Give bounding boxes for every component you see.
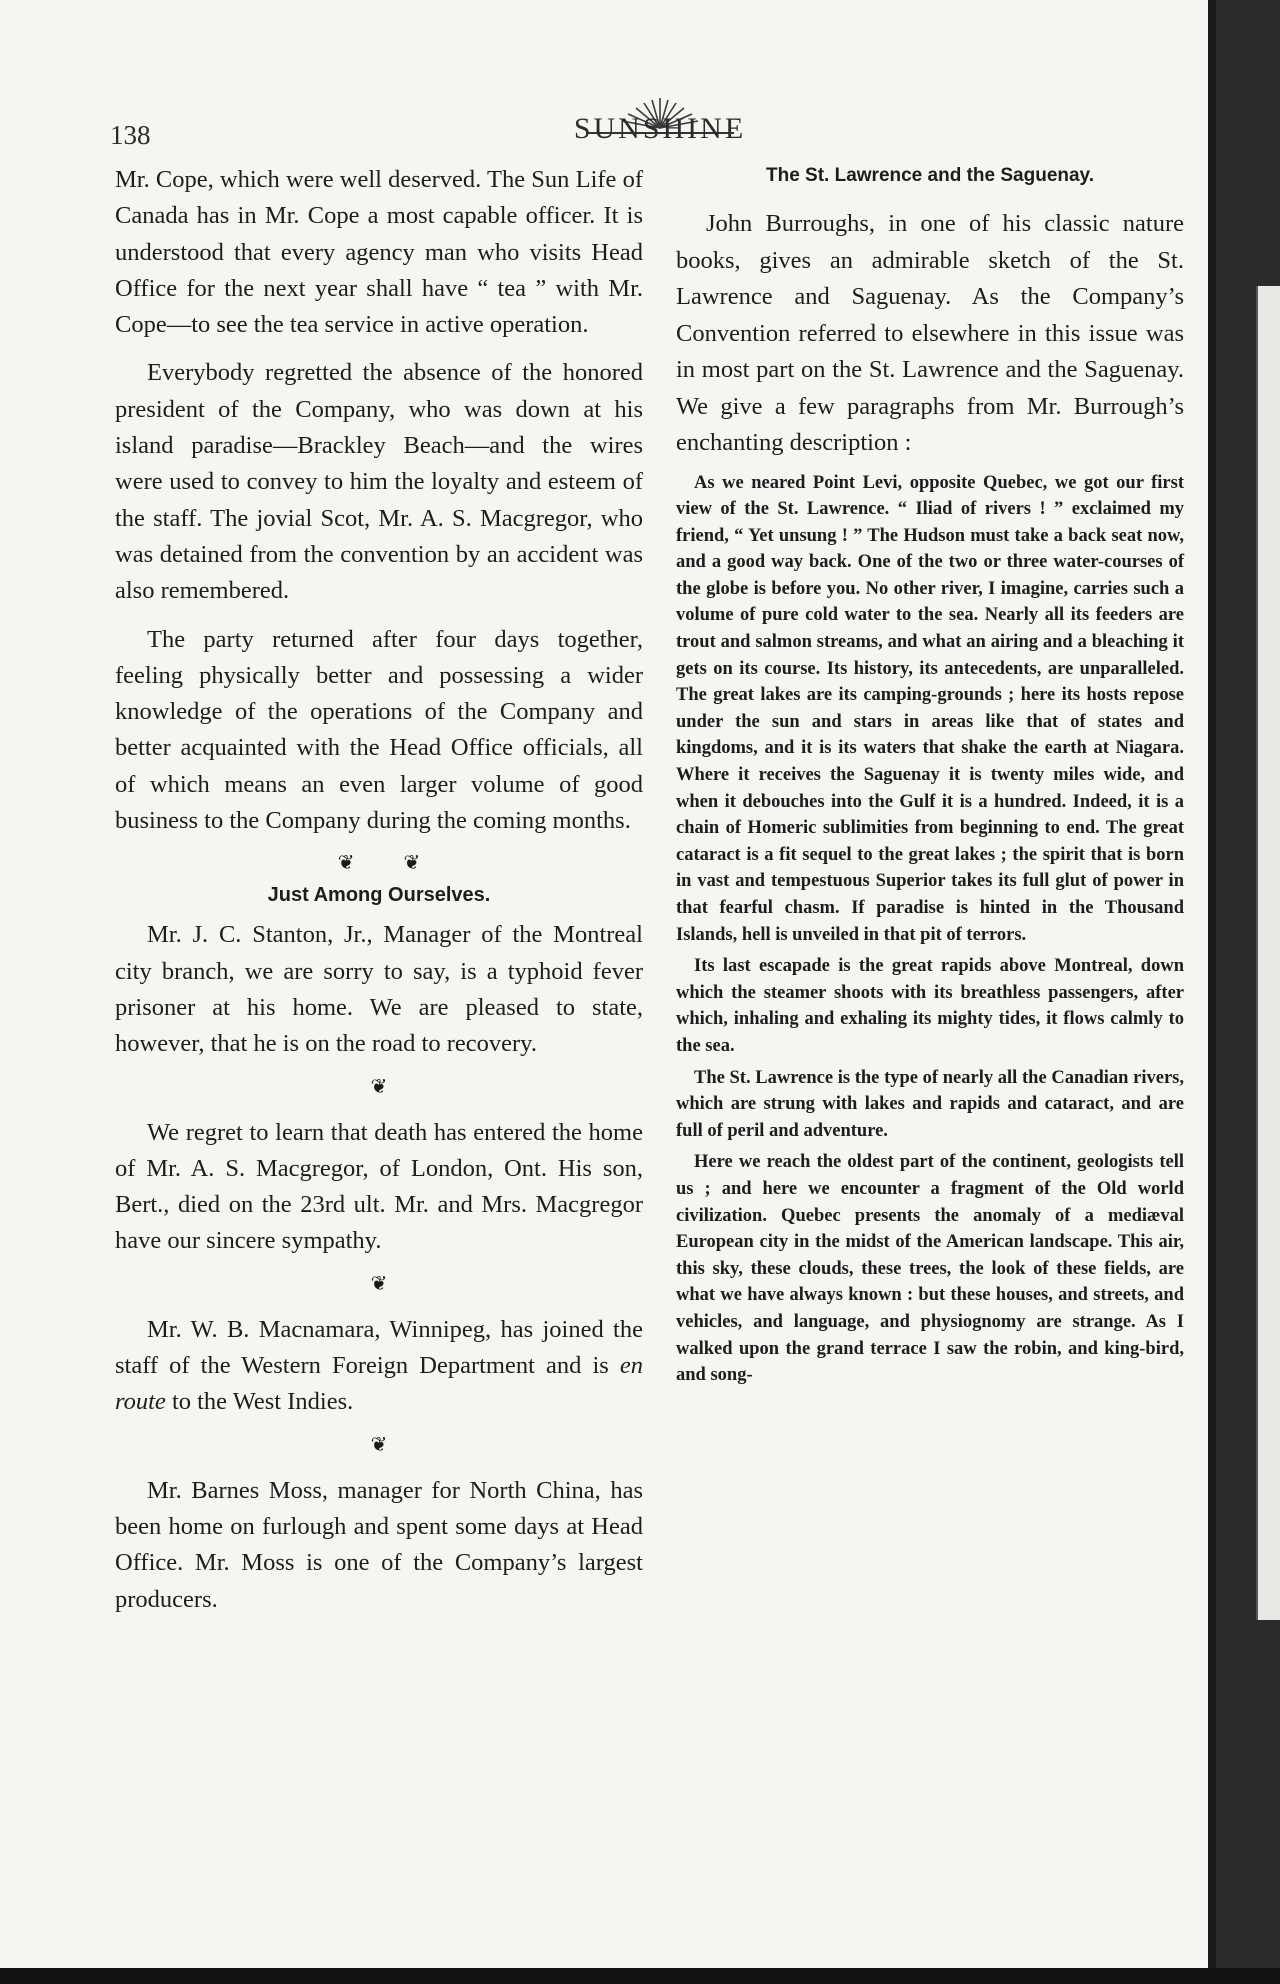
scan-border-bottom [0,1968,1280,1984]
paragraph-text: to the West Indies. [165,1388,354,1416]
quoted-excerpt [676,470,1184,1389]
ornament-divider: ❦ [370,1433,388,1456]
quote-paragraph: As we neared Point Levi, opposite Quebec, we got our first view of the St. Lawrence. “ Iliad of rivers ! ” exclaimed my friend, “ Yet unsung ! ” The Hudson must take a back seat now, and a good way back. One of the two or three water-courses of the globe is before you. No other river, I imagine, carries such a volume of pure cold water to the sea. Nearly all its feeders are trout and salmon streams, and what an airing and a bleaching it gets on its course. Its history, its antecedents, are unparalleled. The great lakes are its camping-grounds ; here its hosts repose under the sun and stars in areas like that of states and kingdoms, and it is its waters that shake the earth at Niagara. Where it receives the Saguenay it is twenty miles wide, and when it debouches into the Gulf it is a hundred. Indeed, it is a chain of Homeric sublimities from beginning to end. The great cataract is a fit sequel to the great lakes ; the spirit that is born in vast and tempestuous Superior takes its full glut of power in that fearful chasm. If paradise is hinted in the Thousand Islands, hell is unveiled in that pit of terrors. [676,472,1184,945]
paragraph: Mr. Cope, which were well deserved. The Sun Life of Canada has in Mr. Cope a most capable officer. It is understood that every agency man who visits Head Office for the next year shall have “ tea ” with Mr. Cope—to see the tea service in active operation. [115,166,643,339]
masthead-title: SUNSHINE [573,112,747,145]
ornament-divider: ❦ ❦ [337,852,443,875]
paragraph: We regret to learn that death has entered the home of Mr. A. S. Macgregor, of London, Ont. His son, Bert., died on the 23rd ult. Mr. and Mrs. Macgregor have our sincere sympathy. [115,1118,643,1255]
page-number: 138 [110,120,151,150]
quote-paragraph: Here we reach the oldest part of the continent, geologists tell us ; and here we encounter a fragment of the Old world civilization. Quebec presents the anomaly of a mediæval European city in the midst of the American landscape. This air, this sky, these clouds, these trees, the look of these fields, are what we have always known : but these houses, and streets, and vehicles, and language, and physiognomy are strange. As I walked upon the grand terrace I saw the robin, and king-bird, and song- [676,1152,1184,1386]
italic-phrase: en route [115,1352,643,1416]
masthead [560,96,760,150]
paragraph: Everybody regretted the absence of the honored president of the Company, who was down at his island paradise—Brackley Beach—and the wires were used to convey to him the loyalty and esteem of the staff. The jovial Scot, Mr. A. S. Macgregor, who was detained from the convention by an accident was also remembered. [115,359,643,605]
paragraph: The party returned after four days together, feeling physically better and possessing a wider knowledge of the operations of the Company and better acquainted with the Head Office officials, all of which means an even larger volume of good business to the Company during the coming months. [115,625,643,835]
quote-paragraph: The St. Lawrence is the type of nearly all the Canadian rivers, which are strung with lakes and rapids and cataract, and are full of peril and adventure. [676,1067,1184,1141]
ornament-divider: ❦ [370,1075,388,1098]
right-column [676,162,1184,1394]
ornament-divider: ❦ [370,1272,388,1295]
paragraph-text: Mr. W. B. Macnamara, Winnipeg, has joined the staff of the Western Foreign Department and is [115,1315,643,1380]
quote-paragraph: Its last escapade is the great rapids above Montreal, down which the steamer shoots with its breathless passengers, after which, inhaling and exhaling its mighty tides, it flows calmly to the sea. [676,956,1184,1056]
adjacent-page-edge [1256,286,1280,1620]
paragraph: Mr. J. C. Stanton, Jr., Manager of the Montreal city branch, we are sorry to say, is a typhoid fever prisoner at his home. We are pleased to state, however, that he is on the road to recovery. [115,921,643,1058]
left-column [115,162,643,1618]
section-heading: Just Among Ourselves. [267,884,491,907]
paragraph: Mr. Barnes Moss, manager for North China, has been home on furlough and spent some days at Head Office. Mr. Moss is one of the Company’s largest producers. [115,1476,643,1613]
article-intro [676,206,1184,462]
paragraph [115,1312,643,1421]
article-heading: The St. Lawrence and the Saguenay. [765,165,1094,186]
paragraph: John Burroughs, in one of his classic nature books, gives an admirable sketch of the St. Lawrence and Saguenay. As the Company’s Convention referred to elsewhere in this issue was in most part on the St. Lawrence and the Saguenay. We give a few paragraphs from Mr. Burrough’s enchanting description : [676,210,1184,456]
